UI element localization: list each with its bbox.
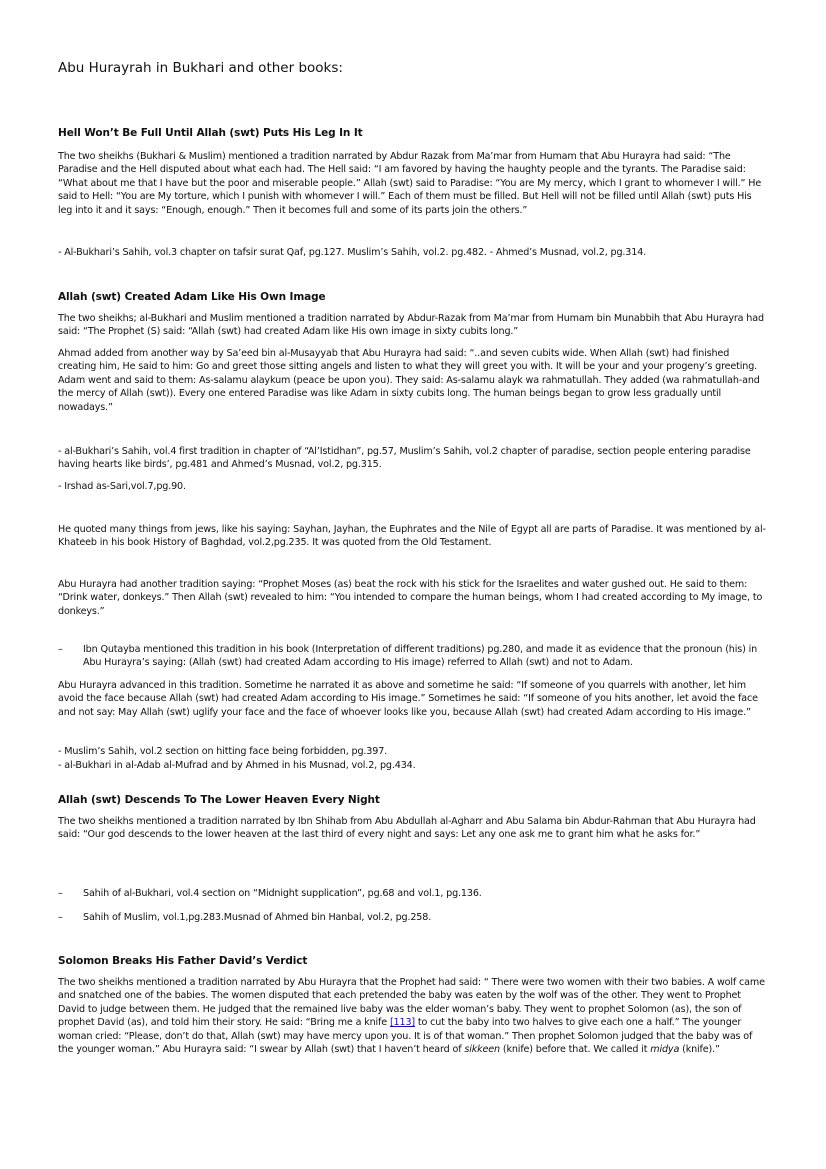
paragraph: Abu Hurayra advanced in this tradition. Sometime he narrated it as above and sometime he said: “If someone of you quarrels with another, let him avoid the face because Allah (swt) had created Adam according to His image.” Sometimes he said: “If someone of you hits another, let avoid the face and not say: May Allah (swt) uglify your face and the face of whoever looks like you, because Allah (swt) had created Adam according to His image.” bbox=[58, 680, 758, 718]
italic-term: midya bbox=[650, 1044, 680, 1056]
paragraph: The two sheikhs (Bukhari & Muslim) mentioned a tradition narrated by Abdur Razak from Ma’mar from Humam that Abu Hurayra had said: “The Paradise and the Hell disputed about what each had. The Hell said: “I am favored by having the haughty people and the tyrants. The Paradise said: “What about me that I have but the poor and miserable people.” Allah (swt) said to Paradise: “You are My mercy, which I grant to whomever I will.” He said to Hell: “You are My torture, which I punish with whomever I will.” Each of them must be filled. But Hell will not be filled until Allah (swt) puts His leg into it and it says: “Enough, enough.” Then it becomes full and some of its parts join the others.” bbox=[58, 151, 762, 216]
paragraph: Abu Hurayra had another tradition saying: “Prophet Moses (as) beat the rock with his stick for the Israelites and water gushed out. He said to them: “Drink water, donkeys.” Then Allah (swt) revealed to him: “You intended to compare the human beings, whom I had created according to My image, to donkeys.” bbox=[58, 579, 763, 617]
footnote-link[interactable]: [113] bbox=[389, 1017, 415, 1029]
list-item-text: Sahih of Muslim, vol.1,pg.283.Musnad of Ahmed bin Hanbal, vol.2, pg.258. bbox=[83, 912, 432, 923]
section-heading-solomon: Solomon Breaks His Father David’s Verdict bbox=[58, 955, 308, 967]
text-run: (knife) before that. We called it bbox=[499, 1044, 651, 1056]
paragraph: The two sheikhs; al-Bukhari and Muslim mentioned a tradition narrated by Abdur-Razak from Ma’mar from Humam bin Munabbih that Abu Hurayra had said: “The Prophet (S) said: “Allah (swt) had created Adam like His own image in sixty cubits long.” bbox=[58, 313, 764, 338]
paragraph bbox=[58, 976, 766, 1056]
list-item bbox=[58, 887, 766, 900]
bullet-dash: – bbox=[58, 912, 63, 923]
list-item-text: Ibn Qutayba mentioned this tradition in his book (Interpretation of different traditions) pg.280, and made it as evidence that the pronoun (his) in Abu Hurayra’s saying: (Allah (swt) had created Adam according to His image) referred to Allah (swt) and not to Adam. bbox=[83, 644, 758, 669]
text-run: The two sheikhs mentioned a tradition narrated by Abu Hurayra that the Prophet had said: “ There were two women with their two babies. A wolf came and snatched one of the babies. The women disputed that each pretended the baby was eaten by the wolf was of the other. They went to Prophet David to judge between them. He judged that the remained live baby was the elder woman’s baby. They went to prophet Solomon (as), the son of prophet David (as), and told him their story. He said: “Bring me a knife bbox=[58, 977, 765, 1029]
reference: - al-Bukhari in al-Adab al-Mufrad and by Ahmed in his Musnad, vol.2, pg.434. bbox=[58, 760, 416, 771]
bullet-dash: – bbox=[58, 888, 63, 899]
list-item bbox=[58, 643, 766, 670]
section-heading-descends: Allah (swt) Descends To The Lower Heaven Every Night bbox=[58, 794, 380, 806]
paragraph: The two sheikhs mentioned a tradition narrated by Ibn Shihab from Abu Abdullah al-Agharr and Abu Salama bin Abdur-Rahman that Abu Hurayra had said: “Our god descends to the lower heaven at the last third of every night and says: Let any one ask me to grant him what he asks for.” bbox=[58, 816, 756, 841]
paragraph: He quoted many things from jews, like his saying: Sayhan, Jayhan, the Euphrates and the Nile of Egypt all are parts of Paradise. It was mentioned by al-Khateeb in his book History of Baghdad, vol.2,pg.235. It was quoted from the Old Testament. bbox=[58, 524, 766, 549]
paragraph: Ahmad added from another way by Sa’eed bin al-Musayyab that Abu Hurayra had said: “..and seven cubits wide. When Allah (swt) had finished creating him, He said to him: Go and greet those sitting angels and listen to what they will greet you with. It will be your and your progeny’s greeting. Adam went and said to them: As-salamu alaykum (peace be upon you). They said: As-salamu alayk wa rahmatullah. They added (wa rahmatullah-and the mercy of Allah (swt)). Every one entered Paradise was like Adam in sixty cubits long. The human beings began to grow less gradually until nowadays.” bbox=[58, 348, 760, 413]
italic-term: sikkeen bbox=[464, 1044, 500, 1056]
text-run: (knife).” bbox=[679, 1044, 720, 1056]
reference: - Al-Bukhari’s Sahih, vol.3 chapter on tafsir surat Qaf, pg.127. Muslim’s Sahih, vol.2. pg.482. - Ahmed’s Musnad, vol.2, pg.314. bbox=[58, 247, 647, 258]
text-run: to cut the baby into two halves to give each one a half.” The younger woman cried: “Please, don’t do that, Allah (swt) may have mercy upon you. It is of that woman.” Then prophet Solomon judged that the baby was of the younger woman.” Abu Hurayra said: “I swear by Allah (swt) that I haven’t heard of bbox=[58, 1017, 753, 1056]
page-title: Abu Hurayrah in Bukhari and other books: bbox=[58, 60, 343, 76]
reference: - Irshad as-Sari,vol.7,pg.90. bbox=[58, 481, 186, 492]
list-item bbox=[58, 911, 766, 924]
section-heading-adam: Allah (swt) Created Adam Like His Own Image bbox=[58, 291, 326, 303]
bullet-dash: – bbox=[58, 644, 63, 655]
reference: - al-Bukhari’s Sahih, vol.4 first tradition in chapter of “Al’Istidhan”, pg.57, Muslim’s Sahih, vol.2 chapter of paradise, section people entering paradise having hearts like birds’, pg.481 and Ahmed’s Musnad, vol.2, pg.315. bbox=[58, 446, 751, 471]
reference: - Muslim’s Sahih, vol.2 section on hitting face being forbidden, pg.397. bbox=[58, 746, 388, 757]
section-heading-hell: Hell Won’t Be Full Until Allah (swt) Puts His Leg In It bbox=[58, 127, 363, 139]
list-item-text: Sahih of al-Bukhari, vol.4 section on “Midnight supplication”, pg.68 and vol.1, pg.136. bbox=[83, 888, 482, 899]
